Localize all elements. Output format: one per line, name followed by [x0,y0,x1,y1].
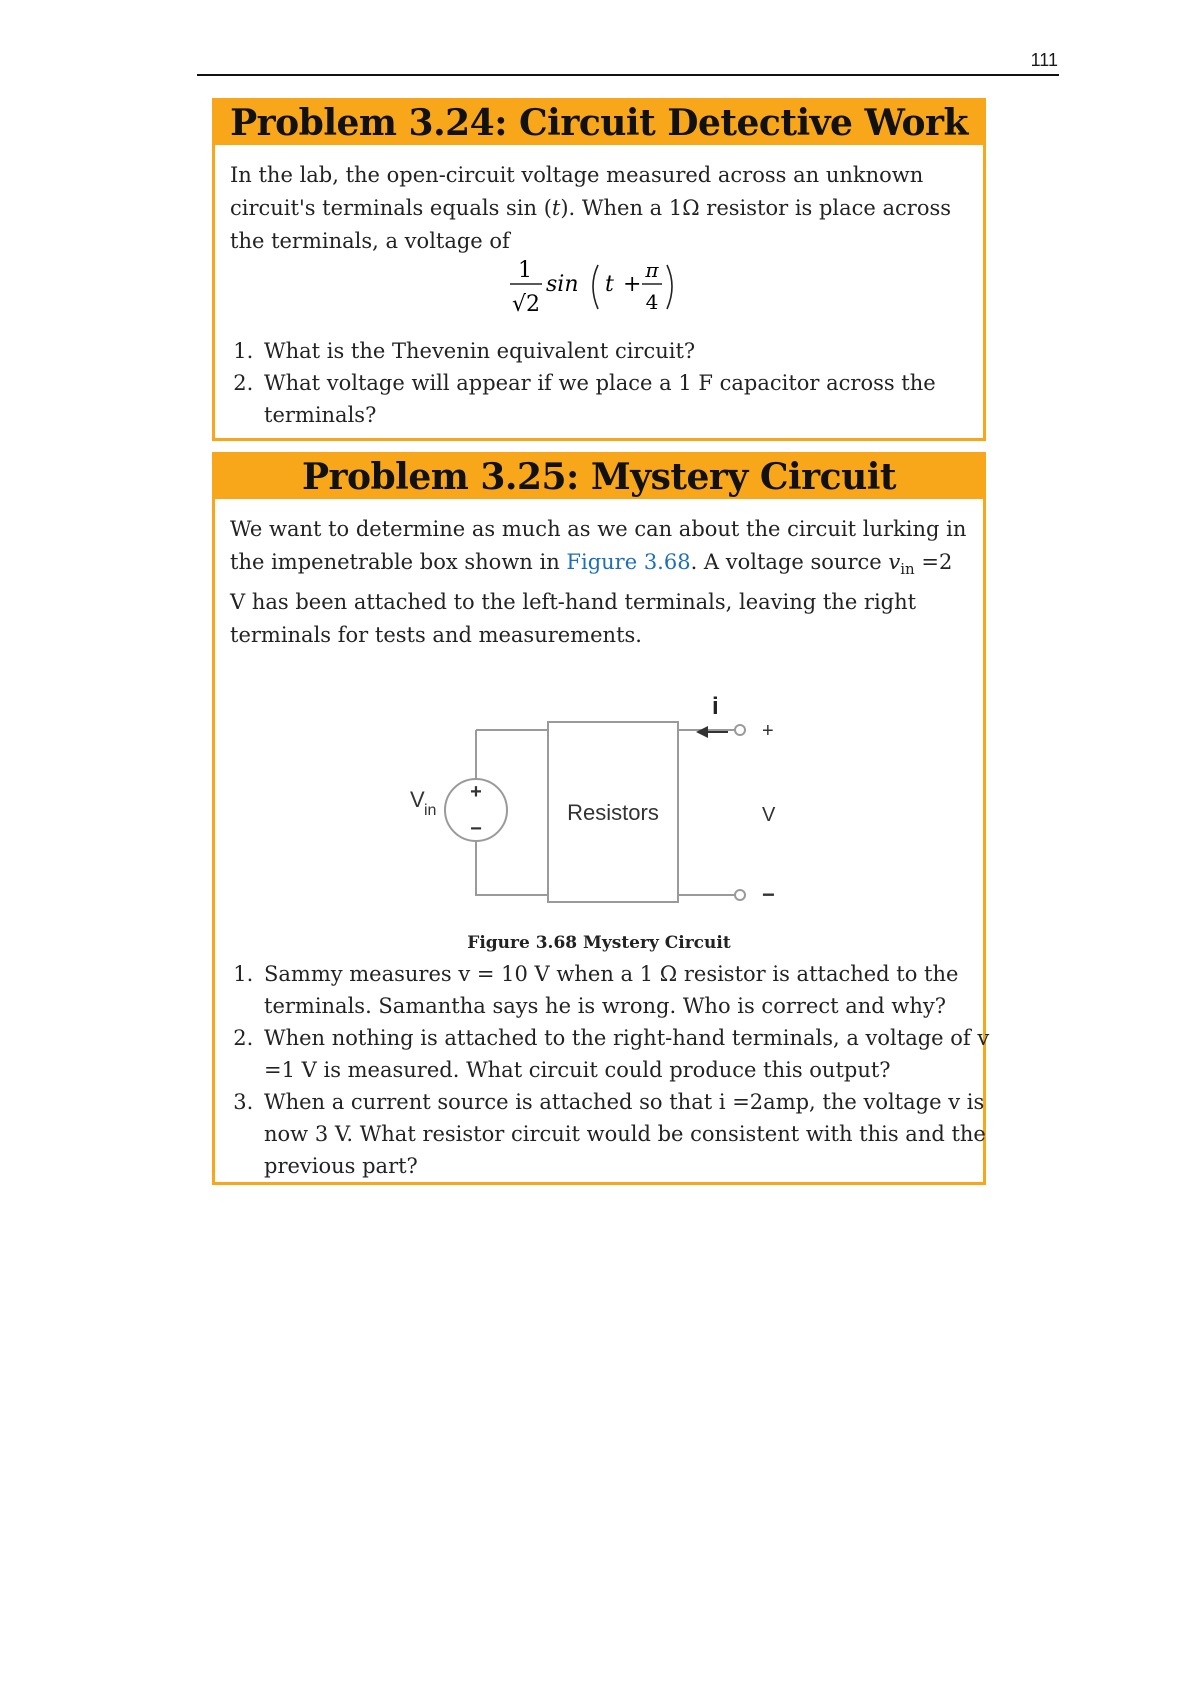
resistors-label: Resistors [567,800,659,825]
source-subscript: in [424,802,437,819]
terminal-top [735,725,745,735]
source-plus: + [470,781,482,803]
formula-arg-op: + [623,272,642,297]
formula-right-paren [667,265,672,309]
formula-denominator: √2 [511,292,541,317]
vin-symbol: v [888,550,901,574]
formula-left-paren [593,265,598,309]
problem-3-25-box [212,452,990,1185]
vin-subscript: in [900,560,915,579]
question-item: 1. What is the Thevenin equivalent circuit? [260,335,1005,367]
wire-left-bottom [476,840,548,895]
current-label: i [712,693,719,720]
question-item: 1. Sammy measures v = 10 V when a 1 Ω resistor is attached to the terminals. Samantha says he is wrong. Who is correct and why? [260,958,1005,1022]
problem-3-25-questions [230,958,1005,1182]
source-label: V [410,787,425,812]
problem-3-25-title: Problem 3.25: Mystery Circuit [215,455,983,499]
problem-3-24-title: Problem 3.24: Circuit Detective Work [215,101,983,145]
terminal-bottom [735,890,745,900]
voltage-label: V [762,804,776,826]
intro-text-b: ). When a 1Ω resistor is place across the terminals, a voltage of [230,196,952,253]
mystery-circuit-figure [400,680,810,920]
problem-3-24-questions [230,335,1005,431]
intro-text-a: In the lab, the open-circuit voltage measured across an unknown circuit's terminals equals sin ( [230,163,924,220]
intro-text-c: =2 V has been attached to the left-hand terminals, leaving the right terminals for tests and measurements. [230,550,953,648]
intro-var-t: t [551,196,561,220]
problem-3-24-intro [230,159,970,258]
problem-3-25-intro [230,513,970,652]
current-arrow-head [696,726,708,738]
terminal-minus-label: − [762,882,775,907]
formula-numerator: 1 [518,258,532,283]
formula-func: sin [546,272,579,297]
question-item: 2. When nothing is attached to the right-hand terminals, a voltage of v =1 V is measured. What circuit could produce this output? [260,1022,1005,1086]
intro-text-a: We want to determine as much as we can about the circuit lurking in the impenetrable box shown in [230,517,967,574]
question-item: 2. What voltage will appear if we place a 1 F capacitor across the terminals? [260,367,1005,431]
source-minus: − [470,818,482,840]
formula-pi: π [645,258,659,282]
figure-link[interactable]: Figure 3.68 [566,550,691,574]
problem-3-24-box [212,98,986,441]
formula-arg-var: t [605,272,614,297]
page-number: 111 [1030,50,1058,70]
figure-caption: Figure 3.68 Mystery Circuit [467,933,731,953]
header-rule [197,74,1059,76]
formula-four: 4 [645,290,659,314]
terminal-plus-label: + [762,720,774,742]
voltage-formula [510,251,710,321]
question-item: 3. When a current source is attached so that i =2amp, the voltage v is now 3 V. What resistor circuit would be consistent with this and the previous part? [260,1086,1005,1182]
intro-text-b: . A voltage source [690,550,889,574]
